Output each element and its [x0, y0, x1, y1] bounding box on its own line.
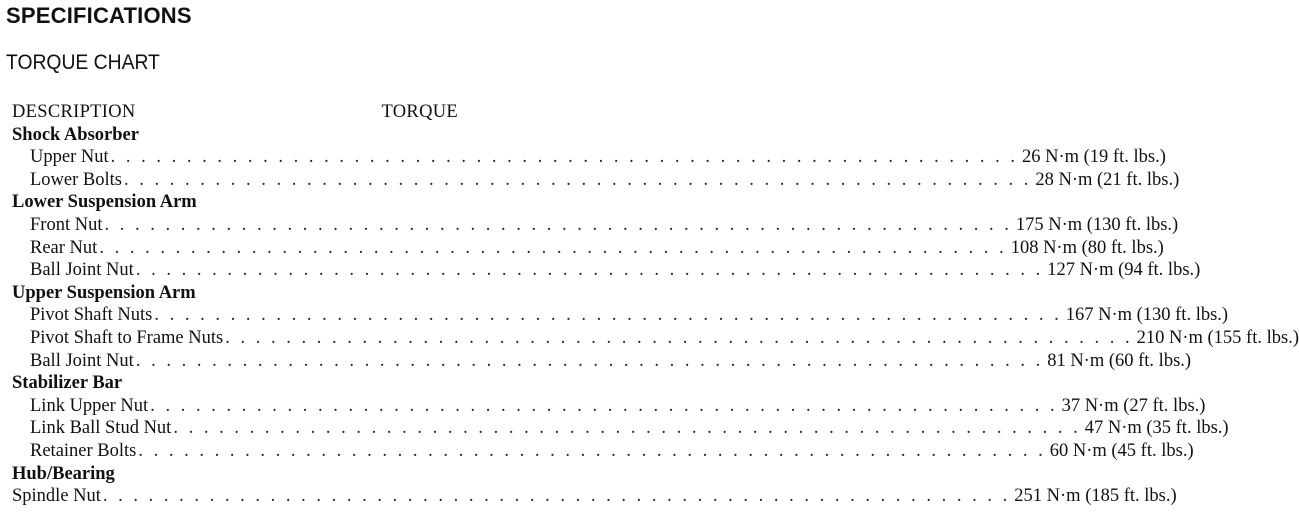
item-torque-value: 28 N·m (21 ft. lbs.)	[1035, 169, 1180, 190]
group-label: Upper Suspension Arm	[12, 282, 196, 303]
table-row	[0, 214, 1179, 237]
group-row	[0, 282, 474, 305]
table-row	[0, 304, 1229, 327]
item-torque-value: 81 N·m (60 ft. lbs.)	[1047, 350, 1192, 371]
spec-item	[30, 440, 1194, 463]
dot-leader: . . . . . . . . . . . . . . . . . . . . . . . . . . . . . . . . . . . . . . . . . . . . . . . . . . . . . . . . . . . .	[135, 260, 1044, 281]
group-row	[0, 191, 474, 214]
column-header-description: DESCRIPTION	[12, 102, 136, 122]
spec-item	[12, 485, 1177, 508]
dot-leader: . . . . . . . . . . . . . . . . . . . . . . . . . . . . . . . . . . . . . . . . . . . . . . . . . . . . . . . . . . . .	[173, 418, 1081, 439]
table-row	[0, 417, 1229, 440]
table-row	[0, 395, 1206, 418]
spec-item	[30, 395, 1206, 418]
table-header-row	[0, 101, 474, 124]
spec-item	[30, 350, 1192, 373]
group-label: Hub/Bearing	[12, 463, 115, 484]
table-row	[0, 485, 1177, 508]
page-title: SPECIFICATIONS	[6, 3, 192, 28]
dot-leader: . . . . . . . . . . . . . . . . . . . . . . . . . . . . . . . . . . . . . . . . . . . . . . . . . . . . . . . . . . . .	[123, 169, 1032, 190]
item-description: Pivot Shaft Nuts	[30, 305, 153, 326]
table-row	[0, 169, 1180, 192]
item-torque-value: 26 N·m (19 ft. lbs.)	[1021, 147, 1166, 168]
torque-table	[0, 101, 1299, 508]
item-torque-value: 167 N·m (130 ft. lbs.)	[1065, 305, 1229, 326]
spec-item	[30, 259, 1201, 282]
item-description: Ball Joint Nut	[30, 350, 134, 371]
item-torque-value: 37 N·m (27 ft. lbs.)	[1061, 395, 1206, 416]
item-torque-value: 210 N·m (155 ft. lbs.)	[1136, 327, 1299, 348]
group-label: Lower Suspension Arm	[12, 192, 197, 213]
item-description: Link Upper Nut	[30, 395, 149, 416]
dot-leader: . . . . . . . . . . . . . . . . . . . . . . . . . . . . . . . . . . . . . . . . . . . . . . . . . . . . . . . . . . . .	[138, 440, 1046, 461]
column-header-torque: TORQUE	[381, 102, 458, 122]
spec-item	[30, 304, 1229, 327]
dot-leader: . . . . . . . . . . . . . . . . . . . . . . . . . . . . . . . . . . . . . . . . . . . . . . . . . . . . . . . . . . . .	[225, 327, 1133, 348]
item-torque-value: 108 N·m (80 ft. lbs.)	[1010, 237, 1164, 258]
item-description: Retainer Bolts	[30, 440, 137, 461]
item-description: Ball Joint Nut	[30, 260, 134, 281]
table-body	[0, 124, 1299, 508]
item-description: Link Ball Stud Nut	[30, 418, 172, 439]
item-description: Rear Nut	[30, 237, 98, 258]
group-row	[0, 372, 474, 395]
dot-leader: . . . . . . . . . . . . . . . . . . . . . . . . . . . . . . . . . . . . . . . . . . . . . . . . . . . . . . . . . . . .	[135, 350, 1044, 371]
item-torque-value: 175 N·m (130 ft. lbs.)	[1015, 214, 1179, 235]
table-row	[0, 146, 1166, 169]
spec-item	[30, 417, 1229, 440]
section-title: TORQUE CHART	[6, 51, 160, 74]
spec-item	[30, 327, 1299, 350]
item-description: Spindle Nut	[12, 486, 101, 507]
group-row	[0, 124, 474, 147]
item-description: Front Nut	[30, 214, 103, 235]
spec-item	[30, 169, 1180, 192]
item-torque-value: 60 N·m (45 ft. lbs.)	[1049, 440, 1194, 461]
item-description: Upper Nut	[30, 147, 109, 168]
group-label: Stabilizer Bar	[12, 373, 123, 394]
table-row	[0, 259, 1201, 282]
item-torque-value: 251 N·m (185 ft. lbs.)	[1014, 486, 1177, 507]
table-row	[0, 350, 1192, 373]
dot-leader: . . . . . . . . . . . . . . . . . . . . . . . . . . . . . . . . . . . . . . . . . . . . . . . . . . . . . . . . . . . .	[104, 214, 1012, 235]
spec-item	[30, 214, 1179, 237]
dot-leader: . . . . . . . . . . . . . . . . . . . . . . . . . . . . . . . . . . . . . . . . . . . . . . . . . . . . . . . . . . . .	[110, 147, 1018, 168]
dot-leader: . . . . . . . . . . . . . . . . . . . . . . . . . . . . . . . . . . . . . . . . . . . . . . . . . . . . . . . . . . . .	[99, 237, 1007, 258]
group-label: Shock Absorber	[12, 124, 139, 145]
item-description: Lower Bolts	[30, 169, 122, 190]
item-description: Pivot Shaft to Frame Nuts	[30, 327, 224, 348]
group-row	[0, 463, 474, 486]
item-torque-value: 127 N·m (94 ft. lbs.)	[1047, 260, 1201, 281]
spec-item	[30, 146, 1166, 169]
spec-item	[30, 237, 1164, 260]
dot-leader: . . . . . . . . . . . . . . . . . . . . . . . . . . . . . . . . . . . . . . . . . . . . . . . . . . . . . . . . . . . .	[150, 395, 1058, 416]
dot-leader: . . . . . . . . . . . . . . . . . . . . . . . . . . . . . . . . . . . . . . . . . . . . . . . . . . . . . . . . . . . .	[102, 486, 1011, 507]
table-row	[0, 237, 1164, 260]
dot-leader: . . . . . . . . . . . . . . . . . . . . . . . . . . . . . . . . . . . . . . . . . . . . . . . . . . . . . . . . . . . .	[154, 305, 1062, 326]
item-torque-value: 47 N·m (35 ft. lbs.)	[1084, 418, 1229, 439]
table-row	[0, 440, 1194, 463]
table-row	[0, 327, 1299, 350]
